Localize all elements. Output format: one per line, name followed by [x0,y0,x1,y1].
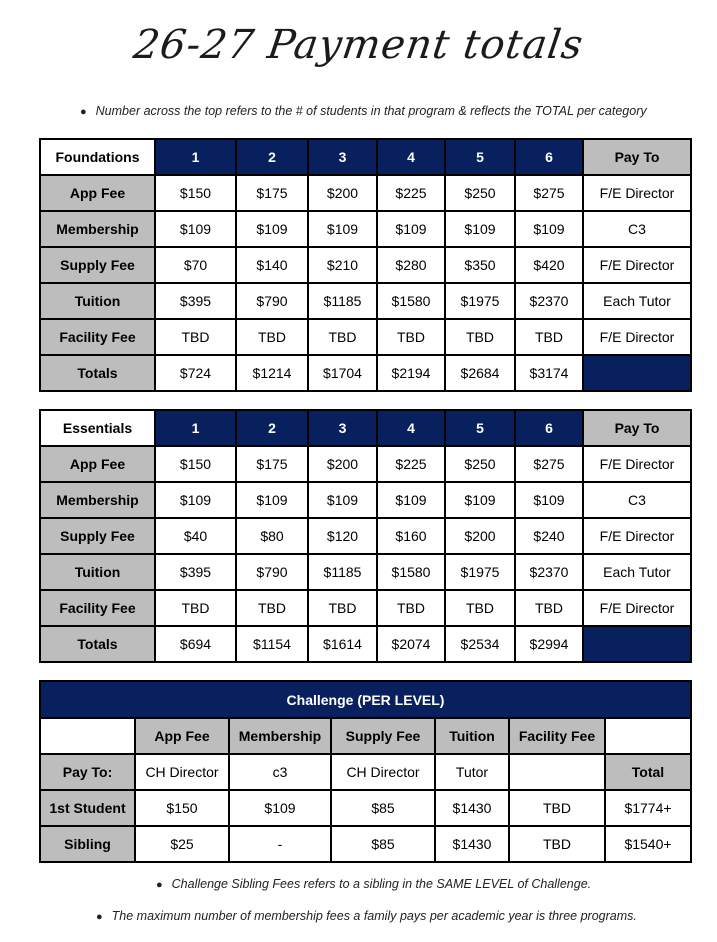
table-cell: $250 [445,175,515,211]
table-cell: $109 [155,482,236,518]
table-row [40,826,691,862]
table-row [40,247,691,283]
challenge-table [39,680,692,863]
table-cell: TBD [308,319,377,355]
table-cell: $150 [155,175,236,211]
pay-to-cell: C3 [583,482,691,518]
foundations-header-row [40,139,691,175]
table-cell: CH Director [331,754,435,790]
row-label: Facility Fee [40,319,155,355]
table-cell: $85 [331,826,435,862]
table-cell: $275 [515,446,583,482]
table-cell: $85 [331,790,435,826]
col-header: 6 [515,410,583,446]
row-label: Supply Fee [40,247,155,283]
table-cell: TBD [445,319,515,355]
table-cell: Tutor [435,754,509,790]
pay-to-header: Pay To [583,410,691,446]
pay-to-cell: Each Tutor [583,283,691,319]
col-header: App Fee [135,718,229,754]
table-cell: $2370 [515,554,583,590]
table-cell: $280 [377,247,445,283]
total-cell: $1774+ [605,790,691,826]
table-cell: TBD [155,590,236,626]
table-cell: $395 [155,283,236,319]
table-row [40,554,691,590]
pay-to-cell: F/E Director [583,446,691,482]
pay-to-cell: Each Tutor [583,554,691,590]
col-header: 2 [236,139,308,175]
table-cell: TBD [308,590,377,626]
table-cell: $2074 [377,626,445,662]
col-header: 1 [155,139,236,175]
challenge-header-row [40,718,691,754]
table-cell: $109 [308,482,377,518]
col-header: 4 [377,410,445,446]
row-label: Totals [40,355,155,391]
table-cell: $140 [236,247,308,283]
table-cell: $200 [308,175,377,211]
table-cell: $240 [515,518,583,554]
table-cell: $40 [155,518,236,554]
table-row [40,754,691,790]
table-cell: $1214 [236,355,308,391]
row-label: 1st Student [40,790,135,826]
table-row [40,790,691,826]
table-row [40,319,691,355]
table-cell: $1430 [435,790,509,826]
challenge-title: Challenge (PER LEVEL) [40,681,691,718]
table-cell: $109 [236,482,308,518]
table-cell: $1580 [377,554,445,590]
essentials-table [39,409,692,663]
note-top-text: Number across the top refers to the # of students in that program & reflects the TOTAL per category [95,104,647,118]
row-label: App Fee [40,175,155,211]
table-cell: $200 [445,518,515,554]
table-cell: $109 [515,211,583,247]
table-cell: $395 [155,554,236,590]
table-cell: $109 [377,482,445,518]
row-label: Pay To: [40,754,135,790]
pay-to-cell [583,626,691,662]
table-row [40,626,691,662]
table-cell: - [229,826,331,862]
col-header: Tuition [435,718,509,754]
pay-to-cell: C3 [583,211,691,247]
row-label: Membership [40,482,155,518]
table-cell: $1975 [445,554,515,590]
essentials-header-row [40,410,691,446]
table-cell: $694 [155,626,236,662]
table-cell: $175 [236,446,308,482]
col-header: 4 [377,139,445,175]
essentials-header: Essentials [40,410,155,446]
pay-to-cell: F/E Director [583,590,691,626]
table-cell: $120 [308,518,377,554]
note-bottom-1 [156,877,591,891]
table-row [40,175,691,211]
col-header: 6 [515,139,583,175]
table-cell: $160 [377,518,445,554]
table-cell: $2994 [515,626,583,662]
table-cell: $109 [308,211,377,247]
table-row [40,590,691,626]
pay-to-cell: F/E Director [583,247,691,283]
table-cell: TBD [377,319,445,355]
empty-cell [40,718,135,754]
table-cell: c3 [229,754,331,790]
table-cell: TBD [509,826,605,862]
table-cell: $109 [445,211,515,247]
pay-to-header: Pay To [583,139,691,175]
col-header: 3 [308,139,377,175]
table-cell: CH Director [135,754,229,790]
table-cell [509,754,605,790]
col-header: 1 [155,410,236,446]
pay-to-cell: F/E Director [583,319,691,355]
table-cell: $80 [236,518,308,554]
table-row [40,211,691,247]
total-header: Total [605,754,691,790]
total-cell: $1540+ [605,826,691,862]
table-cell: TBD [515,590,583,626]
table-cell: $420 [515,247,583,283]
table-cell: $109 [377,211,445,247]
row-label: Tuition [40,283,155,319]
table-cell: $1704 [308,355,377,391]
pay-to-cell [583,355,691,391]
table-cell: $225 [377,175,445,211]
row-label: Tuition [40,554,155,590]
table-cell: TBD [377,590,445,626]
table-cell: $1614 [308,626,377,662]
table-cell: TBD [445,590,515,626]
table-row [40,283,691,319]
table-cell: $1154 [236,626,308,662]
table-cell: $250 [445,446,515,482]
note-bottom-2 [96,909,637,923]
table-cell: TBD [236,590,308,626]
table-cell: $2370 [515,283,583,319]
table-cell: $200 [308,446,377,482]
page-title: 26-27 Payment totals [130,22,587,68]
pay-to-cell: F/E Director [583,518,691,554]
empty-cell [605,718,691,754]
table-cell: TBD [155,319,236,355]
row-label: App Fee [40,446,155,482]
table-cell: $70 [155,247,236,283]
table-cell: $150 [155,446,236,482]
bullet-icon: ● [156,879,163,891]
table-cell: $109 [229,790,331,826]
table-row [40,518,691,554]
table-cell: $150 [135,790,229,826]
table-cell: $109 [515,482,583,518]
foundations-table [39,138,692,392]
table-cell: $1185 [308,554,377,590]
table-row [40,482,691,518]
bullet-icon: ● [96,911,103,923]
row-label: Membership [40,211,155,247]
row-label: Supply Fee [40,518,155,554]
table-cell: $1430 [435,826,509,862]
foundations-header: Foundations [40,139,155,175]
table-cell: $724 [155,355,236,391]
table-cell: $2534 [445,626,515,662]
table-row [40,355,691,391]
table-cell: $109 [155,211,236,247]
col-header: Supply Fee [331,718,435,754]
table-cell: $275 [515,175,583,211]
table-cell: TBD [509,790,605,826]
col-header: 5 [445,410,515,446]
table-cell: $1185 [308,283,377,319]
col-header: 3 [308,410,377,446]
col-header: 2 [236,410,308,446]
table-cell: $175 [236,175,308,211]
col-header: Facility Fee [509,718,605,754]
pay-to-cell: F/E Director [583,175,691,211]
note-bottom-1-text: Challenge Sibling Fees refers to a sibling in the SAME LEVEL of Challenge. [171,877,592,891]
table-cell: $25 [135,826,229,862]
col-header: Membership [229,718,331,754]
bullet-icon: ● [80,106,87,118]
table-cell: $3174 [515,355,583,391]
challenge-title-row [40,681,691,718]
table-cell: $2194 [377,355,445,391]
table-cell: $1975 [445,283,515,319]
table-cell: TBD [236,319,308,355]
table-cell: $350 [445,247,515,283]
table-cell: $790 [236,283,308,319]
table-row [40,446,691,482]
note-bottom-2-text: The maximum number of membership fees a family pays per academic year is three programs. [111,909,637,923]
table-cell: $2684 [445,355,515,391]
row-label: Facility Fee [40,590,155,626]
note-top [80,104,647,118]
row-label: Sibling [40,826,135,862]
table-cell: $109 [445,482,515,518]
table-cell: TBD [515,319,583,355]
table-cell: $109 [236,211,308,247]
row-label: Totals [40,626,155,662]
col-header: 5 [445,139,515,175]
table-cell: $225 [377,446,445,482]
table-cell: $790 [236,554,308,590]
table-cell: $1580 [377,283,445,319]
table-cell: $210 [308,247,377,283]
